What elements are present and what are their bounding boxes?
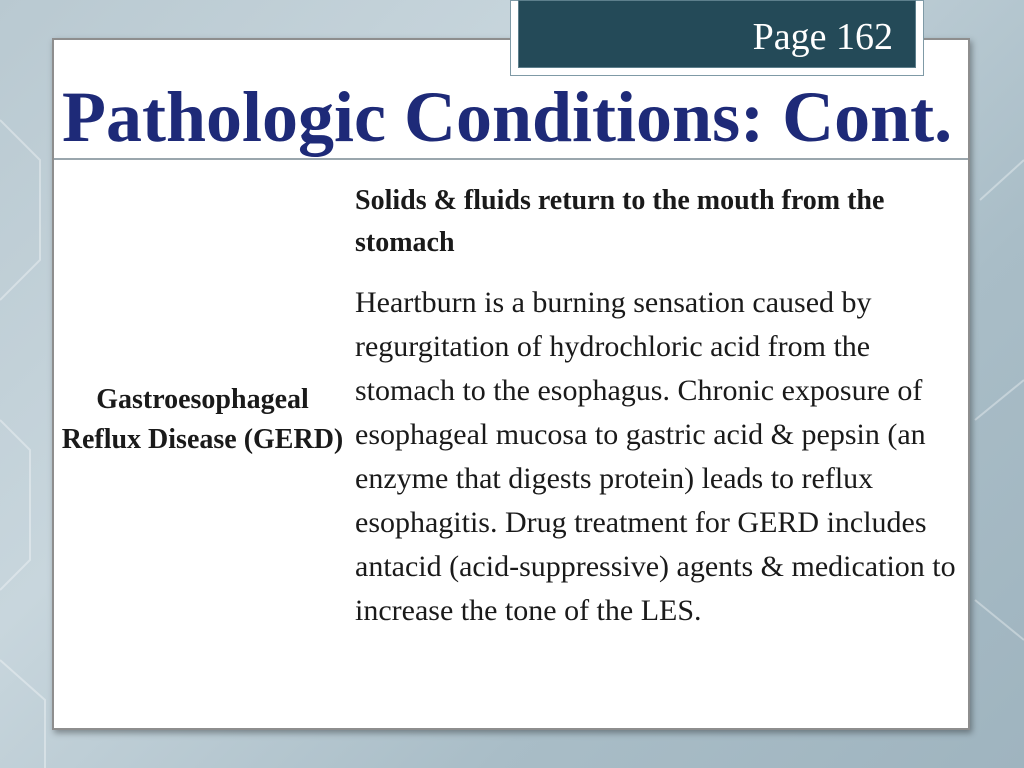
condition-details: Heartburn is a burning sensation caused by regurgitation of hydrochloric acid from the stomach to the esophagus. Chronic exposure of esophageal mucosa to gastric acid & pepsin (an enzyme that digests protein) leads to reflux esophagitis. Drug treatment for GERD includes antacid (acid-suppressive) agents & medication to increase the tone of the LES. bbox=[355, 286, 956, 627]
page-number-tab: Page 162 bbox=[518, 0, 916, 68]
condition-term: Gastroesophageal Reflux Disease (GERD) bbox=[61, 384, 344, 455]
condition-definition: Solids & fluids return to the mouth from the stomach bbox=[355, 185, 885, 258]
slide-title: Pathologic Conditions: Cont. bbox=[62, 77, 953, 157]
